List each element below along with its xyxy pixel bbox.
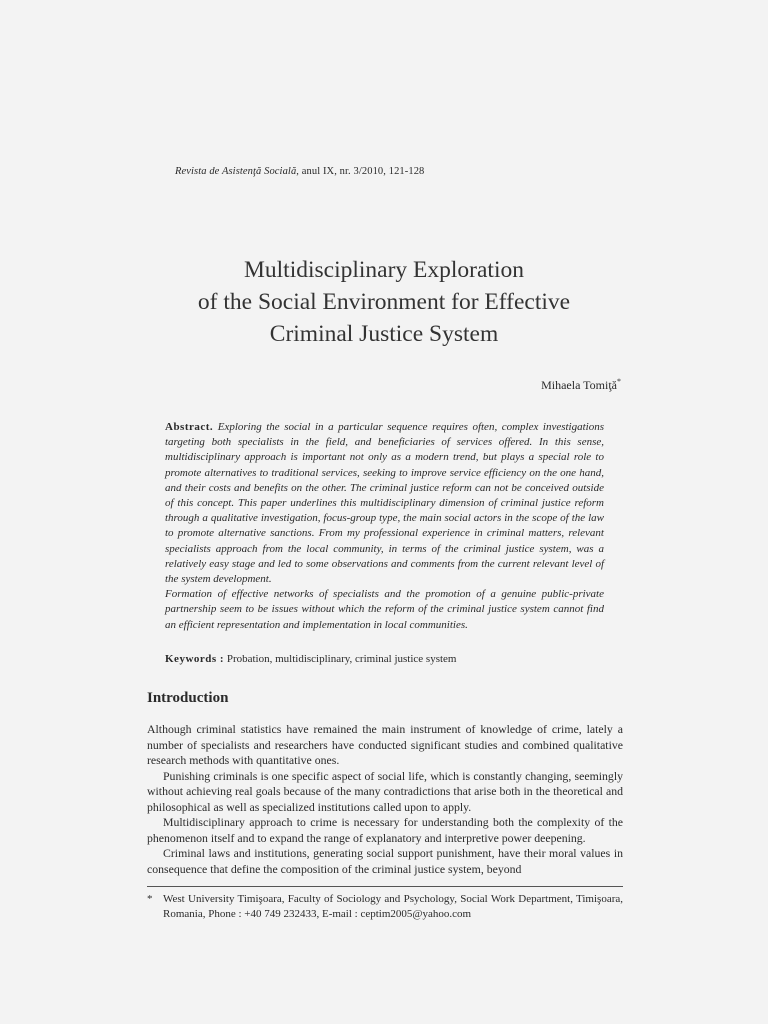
abstract-label: Abstract. xyxy=(165,421,214,433)
abstract xyxy=(165,420,604,633)
author xyxy=(541,377,621,393)
footnote-marker: * xyxy=(147,893,153,905)
body-paragraph: Criminal laws and institutions, generating social support punishment, have their moral values in consequence that define the composition of the criminal justice system, beyond xyxy=(147,846,623,876)
paper-title xyxy=(0,254,768,350)
footnote xyxy=(147,892,623,922)
keywords xyxy=(165,653,456,665)
abstract-text-2: Formation of effective networks of specialists and the promotion of a genuine public-private partnership seem to be issues without which the reform of the criminal justice system cannot find an efficient representation and implementation in local communities. xyxy=(165,588,604,631)
footnote-divider xyxy=(147,886,623,887)
keywords-label: Keywords : xyxy=(165,653,225,665)
title-line-2: of the Social Environment for Effective xyxy=(197,289,571,315)
journal-details: , anul IX, nr. 3/2010, 121-128 xyxy=(296,166,425,177)
section-heading-introduction: Introduction xyxy=(147,690,229,706)
abstract-paragraph-2 xyxy=(165,587,604,633)
keywords-text: Probation, multidisciplinary, criminal justice system xyxy=(226,653,457,665)
journal-citation xyxy=(175,166,424,177)
title-line-3: Criminal Justice System xyxy=(269,321,499,347)
body-paragraph: Multidisciplinary approach to crime is necessary for understanding both the complexity of the phenomenon itself and to expand the range of explanatory and interpretive power deepening. xyxy=(147,815,623,845)
journal-name: Revista de Asistenţă Socială xyxy=(175,166,297,177)
title-line-1: Multidisciplinary Exploration xyxy=(243,257,524,283)
footnote-text: West University Timişoara, Faculty of Sociology and Psychology, Social Work Department, Timişoara, Romania, Phone : +40 749 232433, E-mail : ceptim2005@yahoo.com xyxy=(163,893,623,920)
author-footnote-marker: * xyxy=(617,377,621,386)
introduction-body xyxy=(147,722,623,877)
abstract-text-1: Exploring the social in a particular sequence requires often, complex investigations targeting both specialists in the field, and beneficiaries of services offered. In this sense, multidisciplinary approach is important not only as a modern trend, but plays a special role to promote alternatives to traditional services, seeking to improve service efficiency on the one hand, and their costs and benefits on the other. The criminal justice reform can not be conceived outside of this concept. This paper underlines this multidisciplinary dimension of criminal justice reform through a qualitative investigation, focus-group type, the main social actors in the scope of the law to promote alternative sanctions. From my professional experience in criminal matters, relevant specialists approach from the local community, in terms of the criminal justice system, was a relatively easy stage and led to some observations and comments from the current relevant level of the system development. xyxy=(165,421,604,586)
body-paragraph: Punishing criminals is one specific aspect of social life, which is constantly changing, seemingly without achieving real goals because of the many contradictions that arise both in the theoretical and philosophical as well as specialized institutions called upon to apply. xyxy=(147,768,623,814)
abstract-paragraph-1 xyxy=(165,420,604,587)
author-name: Mihaela Tomiţă xyxy=(541,378,617,392)
body-paragraph: Although criminal statistics have remained the main instrument of knowledge of crime, lately a number of specialists and researchers have conducted significant studies and combined qualitative research methods with quantitative ones. xyxy=(147,722,623,767)
